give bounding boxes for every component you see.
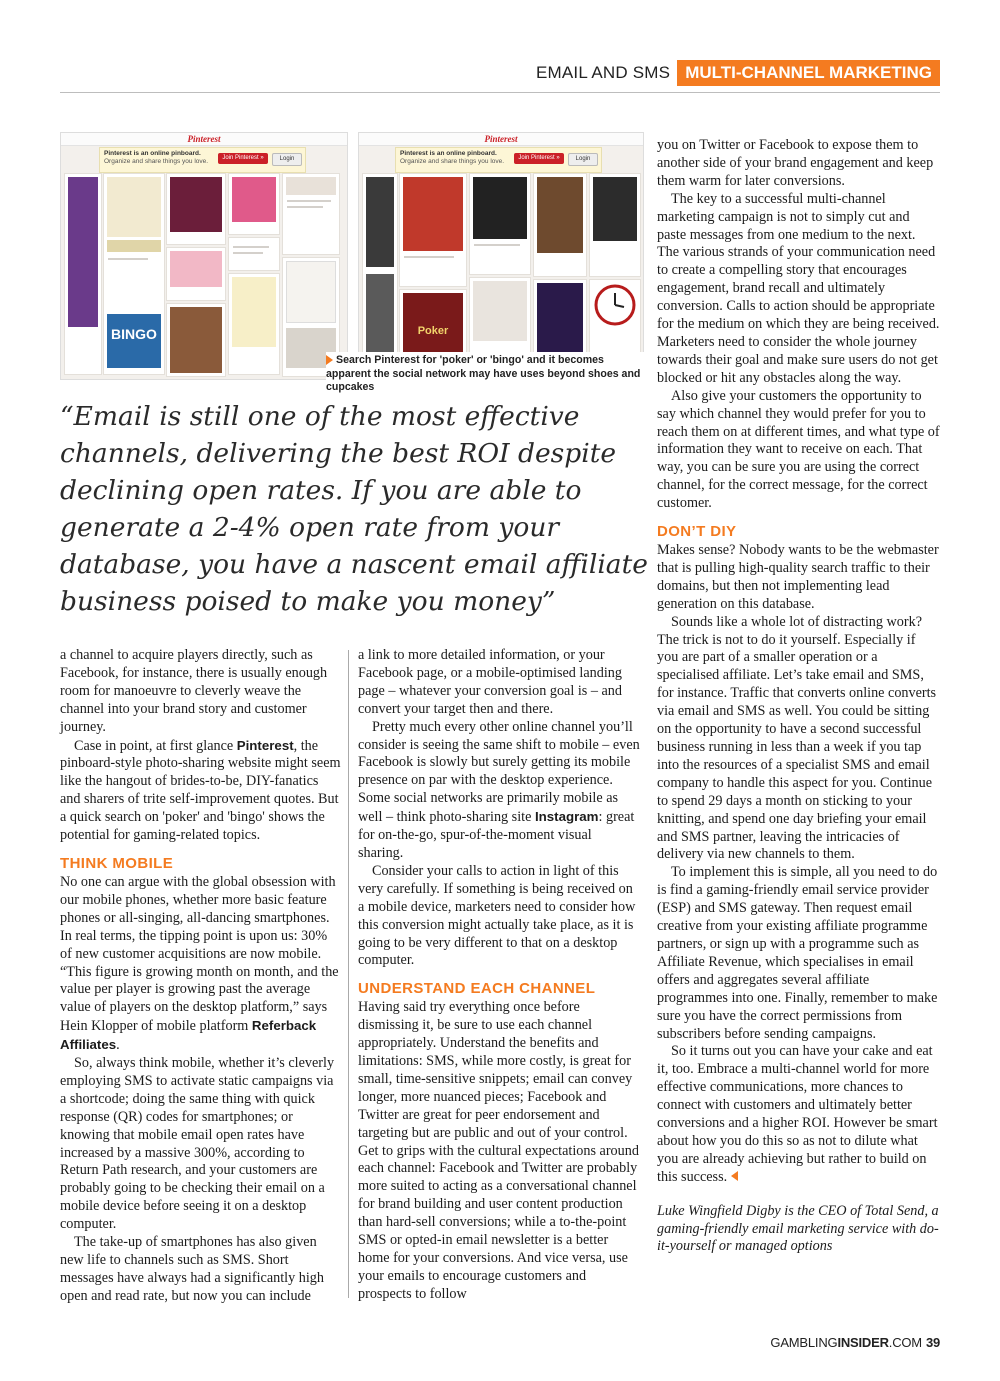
paragraph: So, always think mobile, whether it’s cleverly employing SMS to activate static campaigns via a shortcode; doing the same thing with quick response (QR) codes for smartphones; or knowing that mobile email open rates have increased by a massive 300%, according to Return Path research, and your customers are probably going to be checking their email on a mobile device before seeing it on a desktop computer. (60, 1055, 335, 1233)
page-number: 39 (925, 1335, 940, 1350)
paragraph: The take-up of smartphones has also given new life to channels such as SMS. Short messages have always had a significantly high open and read rate, but now you can include (60, 1234, 324, 1304)
footer-site-prefix: GAMBLING (770, 1335, 838, 1350)
pinterest-promo-bar (99, 147, 306, 173)
join-button: Join Pinterest » (218, 153, 268, 164)
pin-card (64, 173, 102, 375)
footer-site-suffix: .COM (888, 1335, 922, 1350)
column-divider (348, 650, 349, 1298)
pin-card (589, 173, 641, 277)
login-button: Login (568, 153, 598, 166)
pinterest-logo: Pinterest (61, 133, 347, 146)
pinterest-logo: Pinterest (359, 133, 643, 146)
pin-card (166, 303, 226, 377)
clock-icon (593, 283, 637, 327)
pin-card (228, 173, 280, 235)
end-mark-icon (731, 1171, 738, 1181)
pin-card (282, 173, 340, 255)
promo-line-1: Pinterest is an online pinboard. (400, 150, 497, 157)
join-button: Join Pinterest » (514, 153, 564, 164)
brand-name: Pinterest (236, 737, 294, 753)
pin-card (362, 173, 398, 375)
article-column-2 (358, 647, 640, 1304)
subheading: UNDERSTAND EACH CHANNEL (358, 980, 596, 998)
paragraph: you on Twitter or Facebook to expose them to another side of your brand engagement and keep them warm for later conversions. (657, 137, 934, 189)
header-rule (60, 92, 940, 93)
article-column-3 (657, 137, 940, 1256)
promo-line-1: Pinterest is an online pinboard. (104, 150, 201, 157)
promo-line-2: Organize and share things you love. (400, 158, 505, 165)
section-label: EMAIL AND SMS (535, 63, 671, 82)
image-caption: Search Pinterest for 'poker' or 'bingo' and it becomes apparent the social network may have uses beyond shoes and cupcakes (326, 352, 644, 397)
pull-quote: “Email is still one of the most effective channels, delivering the best ROI despite declining open rates. If you are able to generate a 2-4% open rate from your database, you have a nascent email affiliate business poised to make you money” (60, 401, 648, 617)
paragraph: So it turns out you can have your cake and eat it, too. Embrace a multi-channel world for more effective communications, more chances to connect with customers and ultimately better conversions and a higher ROI. However be smart about how you do this so as not to dilute what you are already achieving but rather to build on this success. (657, 1043, 938, 1185)
brand-name: Referback Affiliates (60, 1018, 317, 1053)
brand-name: Instagram (534, 809, 599, 825)
login-button: Login (272, 153, 302, 166)
subheading: DON’T DIY (657, 523, 737, 541)
paragraph: Sounds like a whole lot of distracting work? The trick is not to do it yourself. Especially if you are part of a smaller operation or a specialised affiliate. Let’s take email and SMS, for instance. Traffic that converts online converts via email and SMS as well. You could be sitting on the opportunity to have a second successful business running in less than a week if you tap into the resources of a specialist SMS and email company to handle this aspect for you. Continue to spend 29 days a month on sticking to your knitting, and spend one day briefing your email and SMS partner, leaving the intricacies of delivery via new channels to them. (657, 613, 937, 863)
paragraph: Makes sense? Nobody wants to be the webmaster that is pulling high-quality search traffic to their domains, but then not implementing lead generation on this database. (657, 542, 939, 612)
paragraph: Pretty much every other online channel you’ll consider is seeing the same shift to mobile – even Facebook is slowly but surely getting its mobile presence on par with the desktop experience. Some social networks are primarily mobile as well – think photo-sharing site Instagram: great for on-the-go, spur-of-the-moment visual sharing. (358, 718, 640, 861)
pin-card (166, 247, 226, 301)
paragraph: Also give your customers the opportunity to say which channel they would prefer for you to reach them on at different times, and what type of information they want to receive on each. That way, you can be sure you are using the correct channel, for the correct message, for the correct customer. (657, 387, 940, 512)
footer-site-bold: INSIDER (837, 1335, 889, 1350)
paragraph: a channel to acquire players directly, such as Facebook, for instance, there is usually enough room for manoeuvre to cleverly weave the channel into your brand story and customer journey. (60, 647, 328, 735)
pinterest-screenshot-poker (358, 132, 644, 380)
paragraph: To implement this is simple, all you need to do is find a gaming-friendly email service provider (ESP) and SMS gateway. Then request email creative from your existing affiliate programme partners, or sign up with a programme such as Affiliate Revenue, which specialises in email offers and aggregates several affiliate programmes into one. Finally, remember to make sure you have the correct permissions from subscribers before sending campaigns. (657, 864, 938, 1042)
pin-card (228, 273, 280, 375)
author-byline: Luke Wingfield Digby is the CEO of Total Send, a gaming-friendly email marketing service with do-it-yourself or managed options (657, 1202, 939, 1255)
paragraph: The key to a successful multi-channel marketing campaign is not to simply cut and paste messages from one medium to the next. The various strands of your communication need to create a compelling story that encourages engagement, brand recall and ultimately conversion. Calls to action should be appropriate for the medium on which they are being received. Marketers need to consider the whole journey towards their goal and make sure users do not get blocked or hit any obstacles along the way. (657, 190, 940, 386)
pinterest-promo-bar (395, 147, 602, 173)
paragraph: Consider your calls to action in light of this very carefully. If something is being received on a mobile device, marketers need to consider how this conversion might actually take place, as it is going to be very different to that on a desktop computer. (358, 862, 636, 969)
promo-line-2: Organize and share things you love. (104, 158, 209, 165)
pin-text: BINGO (107, 314, 161, 368)
paragraph: Having said try everything once before dismissing it, be sure to use each channel appropriately. Understand the benefits and limitations: SMS, while more costly, is great for small, time-sensitive snippets; email can convey longer, more nuanced pieces; Facebook and Twitter are great for peer endorsement and targeting but are public and out of your control. Get to grips with the cultural expectations around each channel: Facebook and Twitter are probably more suited to acting as a conversational channel for brand building and user content production than hard-sell conversions; while a to-the-point SMS or opted-in email newsletter is a better home for your conversions. And vice versa, use your emails to encourage customers and prospects to follow (358, 999, 639, 1302)
pin-card (399, 173, 467, 287)
subheading: THINK MOBILE (60, 854, 174, 872)
page-footer (770, 1335, 940, 1350)
page-header (536, 60, 940, 86)
pin-card (166, 173, 226, 245)
pin-card (103, 173, 165, 375)
pin-card (469, 173, 531, 275)
article-column-1 (60, 647, 342, 1306)
paragraph: Case in point, at first glance Pinterest, the pinboard-style photo-sharing website might seem like the hangout of brides-to-be, DIY-fanatics and sharers of trite self-improvement quotes. But a quick search on 'poker' and 'bingo' shows the potential for gaming-related topics. (60, 737, 341, 844)
pinterest-screenshot-bingo (60, 132, 348, 380)
pin-text: Poker (403, 293, 463, 369)
pin-card (533, 173, 587, 277)
paragraph: No one can argue with the global obsession with our mobile phones, whether more basic feature phones or all-singing, all-dancing smartphones. In real terms, the tipping point is upon us: 30% of new customer acquisitions are now mobile. “This figure is growing month on month, and the value per player is growing past the average value of players on the desktop platform,” says Hein Klopper of mobile platform Referback Affiliates. (60, 873, 339, 1054)
pin-card (228, 237, 280, 271)
category-tag: MULTI-CHANNEL MARKETING (677, 60, 940, 86)
caption-marker-icon (326, 355, 333, 365)
paragraph: a link to more detailed information, or your Facebook page, or a mobile-optimised landing page – whatever your conversion goal is – and convert your target then and there. (358, 647, 622, 717)
